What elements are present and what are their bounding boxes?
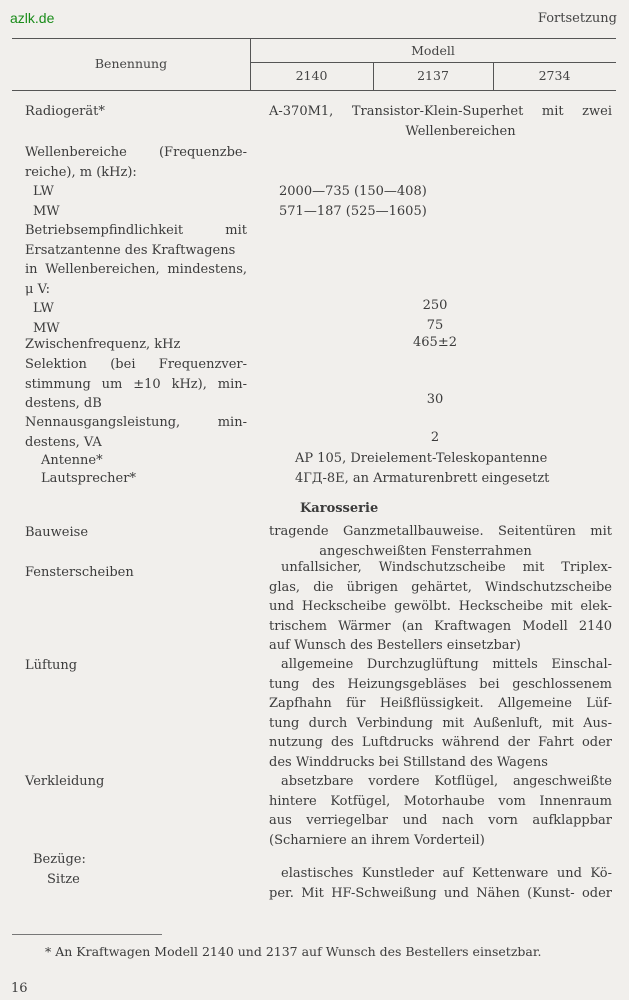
value-antenne: AP 105, Dreielement-Teleskopantenne	[295, 451, 548, 466]
value-bauweise: tragende Ganzmetallbauweise. Seitentüren mit angeschweißten Fensterrahmen	[269, 524, 612, 559]
label-verkleidung: Verkleidung	[25, 774, 105, 789]
label-bezuege: Bezüge: Sitze	[33, 852, 86, 887]
footnote: * An Kraftwagen Modell 2140 und 2137 auf Wunsch des Bestellers einsetzbar.	[45, 944, 542, 959]
value-lueftung: allgemeine Durchzuglüftung mittels Einschal- tung des Heizungsgebläses bei geschlossenem Zapfhahn für Heißflüssigkeit. Allgemeine Lüf- tung durch Verbindung mit Außenluft, mit Aus- nutzung des Luftdrucks während der Fahrt oder des Winddrucks bei Stillstand des Wagens	[269, 657, 612, 770]
value-verkleidung: absetzbare vordere Kotflügel, angeschweißte hintere Kotfügel, Motorhaube vom Innenraum aus verriegelbar und nach vorn aufklappbar (Scharniere an ihrem Vorderteil)	[269, 774, 612, 848]
section-karosserie: Karosserie	[300, 501, 379, 516]
value-radio: A-370M1, Transistor-Klein-Superhet mit zwei Wellenbereichen	[269, 104, 612, 139]
label-zwischenfrequenz: Zwischenfrequenz, kHz	[25, 337, 181, 352]
model-sub-rule	[250, 62, 616, 63]
value-fensterscheiben: unfallsicher, Windschutzscheibe mit Triplex- glas, die übrigen gehärtet, Windschutzscheibe und Heckscheibe gewölbt. Heckscheibe mit elek- trischem Wärmer (an Kraftwagen Modell 2140 auf Wunsch des Bestellers einsetzbar)	[269, 560, 612, 653]
label-antenne: Antenne*	[41, 453, 103, 468]
value-bezuege: elastisches Kunstleder auf Kettenware und Kö- per. Mit HF-Schweißung und Nähen (Kunst- oder	[269, 866, 612, 901]
footnote-rule	[12, 934, 162, 935]
value-wellenbereiche: 2000—735 (150—408) 571—187 (525—1605)	[279, 184, 427, 219]
model-2140: 2140	[295, 68, 328, 83]
watermark: azlk.de	[10, 10, 55, 26]
label-bauweise: Bauweise	[25, 525, 89, 540]
header-top-rule	[12, 38, 616, 39]
label-lueftung: Lüftung	[25, 658, 78, 673]
label-selektion: Selektion (bei Frequenzver- stimmung um ±10 kHz), min- destens, dB	[25, 357, 247, 411]
model-2734: 2734	[538, 68, 571, 83]
value-lautsprecher: 4ГД-8E, an Armaturenbrett eingesetzt	[295, 471, 550, 486]
value-zwischenfrequenz: 465±2	[413, 335, 457, 350]
label-lautsprecher: Lautsprecher*	[41, 471, 136, 486]
label-leistung: Nennausgangsleistung, min- destens, VA	[25, 415, 247, 450]
label-empfindlichkeit: Betriebsempfindlichkeit mit Ersatzantenne des Kraftwagens in Wellenbereichen, mindestens, μ V: LW MW	[25, 223, 247, 336]
value-empfindlichkeit: 250 75	[422, 298, 448, 333]
column-modell: Modell	[411, 43, 455, 58]
value-leistung: 2	[430, 430, 440, 445]
continuation-label: Fortsetzung	[537, 11, 617, 26]
page-number: 16	[11, 981, 28, 996]
header-bottom-rule	[12, 90, 616, 91]
label-fensterscheiben: Fensterscheiben	[25, 565, 134, 580]
label-wellenbereiche: Wellenbereiche (Frequenzbe- reiche), m (kHz): LW MW	[25, 145, 247, 219]
label-radio: Radiogerät*	[25, 104, 105, 119]
column-benennung: Benennung	[94, 56, 168, 71]
value-selektion: 30	[426, 392, 444, 407]
model-2137: 2137	[417, 68, 449, 83]
